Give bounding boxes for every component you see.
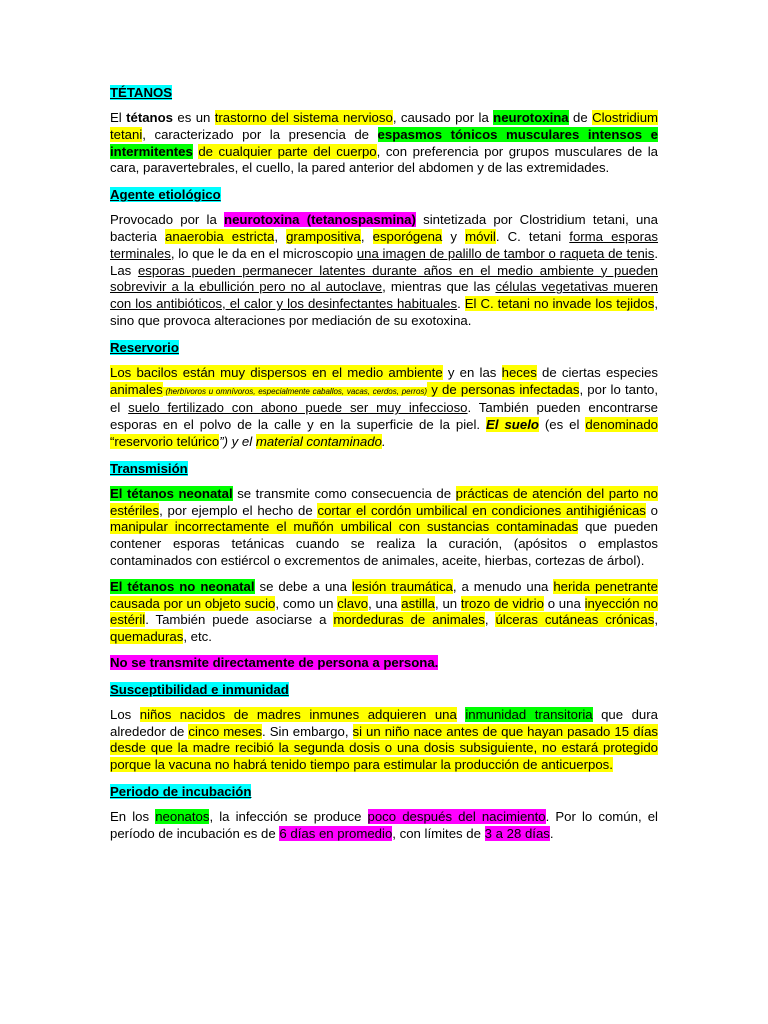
text-run: Provocado por la [110,212,225,228]
text-run: esporógena [372,228,443,244]
text-run: inmunidad transitoria [465,706,593,722]
text-run: , por lo tanto, el [110,381,658,416]
intro-paragraph [110,110,658,177]
text-run: Los [110,706,140,722]
heading-agente-etiologico: Agente etiológico [110,187,221,203]
text-run: 6 días en promedio [279,825,393,841]
text-run: , mientras que las [382,279,496,295]
text-run: que pueden contener esporas tetánicas cuando se realiza la curación, (apósitos o emplastos contaminados con estiércol o excrementos de animales, aceite, hierbas, cortezas de árbol). [110,519,658,568]
text-run: 3 a 28 días [484,825,550,841]
heading-susceptibilidad: Susceptibilidad e inmunidad [110,681,289,697]
text-run: . [381,433,386,449]
text-run: manipular incorrectamente el muñón umbilical con sustancias contaminadas [110,519,579,535]
heading-reservorio: Reservorio [110,339,179,355]
text-run: . [549,825,554,841]
text-run: . Las [110,245,658,278]
text-run: de [568,110,593,125]
text-run: , etc. [183,629,212,645]
text-run: animales [110,381,163,397]
text-run: o una [543,595,585,611]
text-run: clavo [337,595,369,611]
text-run: El tétanos neonatal [110,485,233,501]
text-run: que dura alrededor de [110,706,658,739]
text-run: móvil [465,228,496,244]
text-run: , lo que le da en el microscopio [170,245,357,261]
text-run: o [645,502,658,518]
susceptibilidad-paragraph [110,707,658,774]
transmision-note-paragraph [110,655,658,672]
text-run: se transmite como consecuencia de [232,485,456,501]
transmision-neonatal-paragraph [110,486,658,570]
text-run: inyección no estéril [110,595,659,628]
document-body [110,84,658,852]
text-run: ”) y el [219,433,256,449]
text-run: es un [173,110,215,125]
text-run: suelo fertilizado con abono puede ser muy infeccioso [128,400,468,416]
text-run: y en las [442,364,502,380]
text-run: . También puede asociarse a [145,612,334,628]
text-run: , sino que provoca alteraciones por mediación de su exotoxina. [110,296,658,328]
text-run: poco después del nacimiento [367,808,546,824]
heading-transmision: Transmisión [110,460,188,476]
transmision-no-neonatal-paragraph [110,579,658,646]
reservorio-paragraph [110,365,658,451]
text-run: astilla [401,595,436,611]
text-run: niños nacidos de madres inmunes adquieren una [139,706,457,722]
text-run: En los [110,808,156,824]
text-run: forma esporas terminales [110,228,659,261]
text-run: de ciertas especies [536,364,658,380]
heading-incubacion: Periodo de incubación [110,783,252,799]
text-run: . También pueden encontrarse esporas en el polvo de la calle y en la superficie de la piel. [110,400,658,433]
text-run: esporas pueden permanecer latentes durante años en el medio ambiente y pueden sobrevivir a la ebullición pero no al autoclave [110,262,658,295]
text-run: tétanos [126,110,174,125]
text-run: trastorno del sistema nervioso [214,110,393,125]
text-run: (herbívoros u omnívoros, especialmente caballos, vacas, cerdos, perros) [162,386,428,396]
text-run: No se transmite directamente de persona a persona. [110,654,439,670]
text-run: úlceras cutáneas crónicas [495,612,655,628]
text-run: , caracterizado por la presencia de [142,126,378,142]
text-run: Los bacilos están muy dispersos en el medio ambiente [110,364,443,380]
text-run: y de personas infectadas [427,381,580,397]
text-run: , [274,228,287,244]
text-run: , causado por la [392,110,494,125]
text-run: , [654,612,659,628]
text-run: neonatos [155,808,210,824]
text-run: una imagen de palillo de tambor o raqueta de tenis [356,245,655,261]
text-run: , con preferencia por grupos musculares de la cara, paravertebrales, el cuello, la pared anterior del abdomen y de las extremidades. [110,143,658,176]
text-run: , la infección se produce [209,808,368,824]
text-run: El [110,110,127,125]
text-run: denominado “reservorio telúrico [110,417,658,449]
text-run: (es el [538,417,586,433]
text-run: de cualquier parte del cuerpo [198,143,377,159]
text-run: . C. tetani [495,228,570,244]
text-run: . Sin embargo, [262,723,353,739]
text-run: El suelo [486,417,539,433]
text-run: herida penetrante causada por un objeto sucio [110,578,659,611]
text-run: cinco meses [188,723,263,739]
text-run: , [360,228,373,244]
text-run: células vegetativas mueren con los antibióticos, el calor y los desinfectantes habituales [110,279,659,312]
text-run: Clostridium tetani [110,110,659,142]
text-run: trozo de vidrio [460,595,544,611]
text-run: espasmos tónicos musculares intensos e intermitentes [110,126,658,159]
text-run: . [457,296,465,312]
text-run: El C. tetani no invade los tejidos [464,296,655,312]
text-run: El tétanos no neonatal [110,578,255,594]
text-run: heces [501,364,537,380]
incubacion-paragraph [110,809,658,843]
text-run: cortar el cordón umbilical en condiciones antihigiénicas [317,502,646,518]
text-run: neurotoxina [493,110,569,125]
text-run: , por ejemplo el hecho de [159,502,318,518]
text-run: sintetizada por Clostridium tetani, una bacteria [110,212,658,244]
text-run: neurotoxina (tetanospasmina) [224,212,416,228]
agente-paragraph [110,212,658,330]
text-run: se debe a una [254,578,352,594]
text-run: . Por lo común, el período de incubación es de [110,808,658,841]
text-run: , una [368,595,402,611]
text-run: , como un [275,595,338,611]
title-tetanos: TÉTANOS [110,85,173,100]
text-run: si un niño nace antes de que hayan pasado 15 días desde que la madre recibió la segunda dosis o una dosis subsiguiente, no estará protegido porque la vacuna no habrá tenido tiempo para estimular la producción de anticuerpos. [110,723,658,773]
text-run: , un [435,595,461,611]
text-run: , con límites de [392,825,485,841]
text-run: material contaminado [255,433,382,449]
text-run: quemaduras [110,629,184,645]
text-run: , a menudo una [452,578,554,594]
text-run: mordeduras de animales [333,612,485,628]
text-run: lesión traumática [351,578,453,594]
text-run: prácticas de atención del parto no estériles [110,485,658,518]
text-run: , [484,612,496,628]
text-run: anaerobia estricta [165,228,275,244]
text-run: y [442,228,466,244]
text-run: grampositiva [286,228,361,244]
